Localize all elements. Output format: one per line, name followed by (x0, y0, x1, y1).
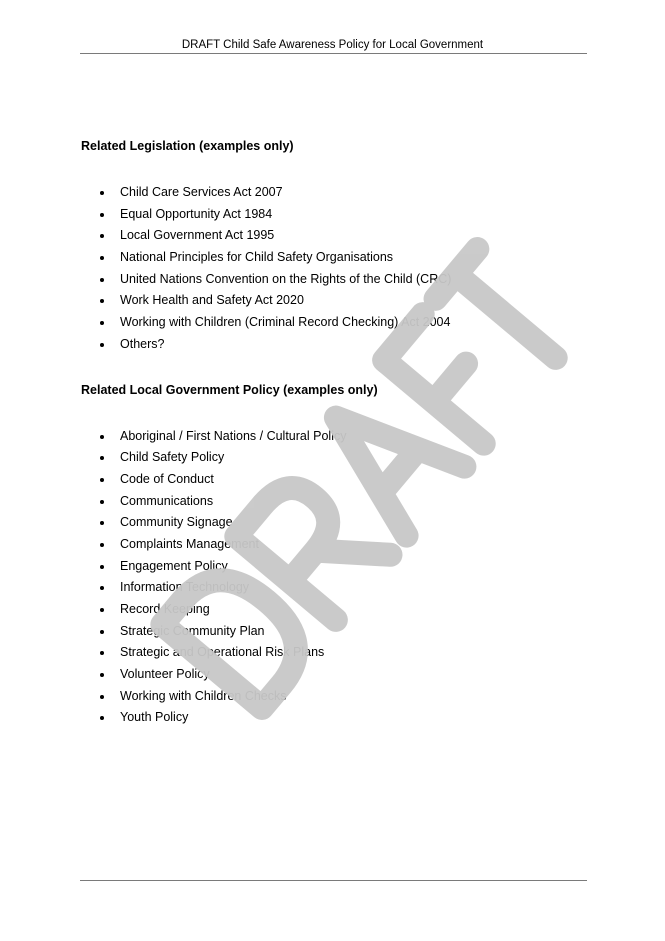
list-item: Communications (81, 491, 587, 513)
bullet-icon (100, 651, 104, 655)
list-item: Code of Conduct (81, 469, 587, 491)
list-item: Youth Policy (81, 707, 587, 729)
page-header-title: DRAFT Child Safe Awareness Policy for Local Government (181, 39, 484, 51)
list-item: Aboriginal / First Nations / Cultural Policy (81, 426, 587, 448)
bullet-icon (100, 565, 104, 569)
bullet-icon (100, 716, 104, 720)
list-item: Information Technology (81, 577, 587, 599)
list-item: Strategic and Operational Risk Plans (81, 642, 587, 664)
list-item: Community Signage (81, 512, 587, 534)
bullet-icon (100, 435, 104, 439)
list-item: United Nations Convention on the Rights of the Child (CRC) (81, 269, 587, 291)
list-item: Local Government Act 1995 (81, 225, 587, 247)
list-item: Work Health and Safety Act 2020 (81, 290, 587, 312)
bullet-icon (100, 213, 104, 217)
list-item: Child Care Services Act 2007 (81, 182, 587, 204)
list-item: Engagement Policy (81, 556, 587, 578)
footer-rule (80, 880, 587, 881)
bullet-icon (100, 321, 104, 325)
bullet-icon (100, 521, 104, 525)
bullet-icon (100, 256, 104, 260)
local-government-policy-list (81, 426, 587, 730)
bullet-icon (100, 500, 104, 504)
bullet-icon (100, 695, 104, 699)
bullet-icon (100, 478, 104, 482)
list-item: Working with Children Checks (81, 686, 587, 708)
bullet-icon (100, 586, 104, 590)
local-government-policy-heading: Related Local Government Policy (examples only) (81, 382, 378, 397)
list-item: Working with Children (Criminal Record Checking) Act 2004 (81, 312, 587, 334)
legislation-heading: Related Legislation (examples only) (81, 139, 294, 153)
header-rule (80, 53, 587, 54)
bullet-icon (100, 343, 104, 347)
bullet-icon (100, 278, 104, 282)
bullet-icon (100, 543, 104, 547)
list-item: Volunteer Policy (81, 664, 587, 686)
list-item: Equal Opportunity Act 1984 (81, 204, 587, 226)
legislation-list (81, 182, 587, 356)
list-item: Strategic Community Plan (81, 621, 587, 643)
list-item: Others? (81, 334, 587, 356)
bullet-icon (100, 299, 104, 303)
page-body (81, 139, 587, 729)
bullet-icon (100, 191, 104, 195)
list-item: National Principles for Child Safety Organisations (81, 247, 587, 269)
list-item: Complaints Management (81, 534, 587, 556)
bullet-icon (100, 673, 104, 677)
bullet-icon (100, 234, 104, 238)
list-item: Record Keeping (81, 599, 587, 621)
list-item: Child Safety Policy (81, 447, 587, 469)
bullet-icon (100, 630, 104, 634)
bullet-icon (100, 608, 104, 612)
bullet-icon (100, 456, 104, 460)
